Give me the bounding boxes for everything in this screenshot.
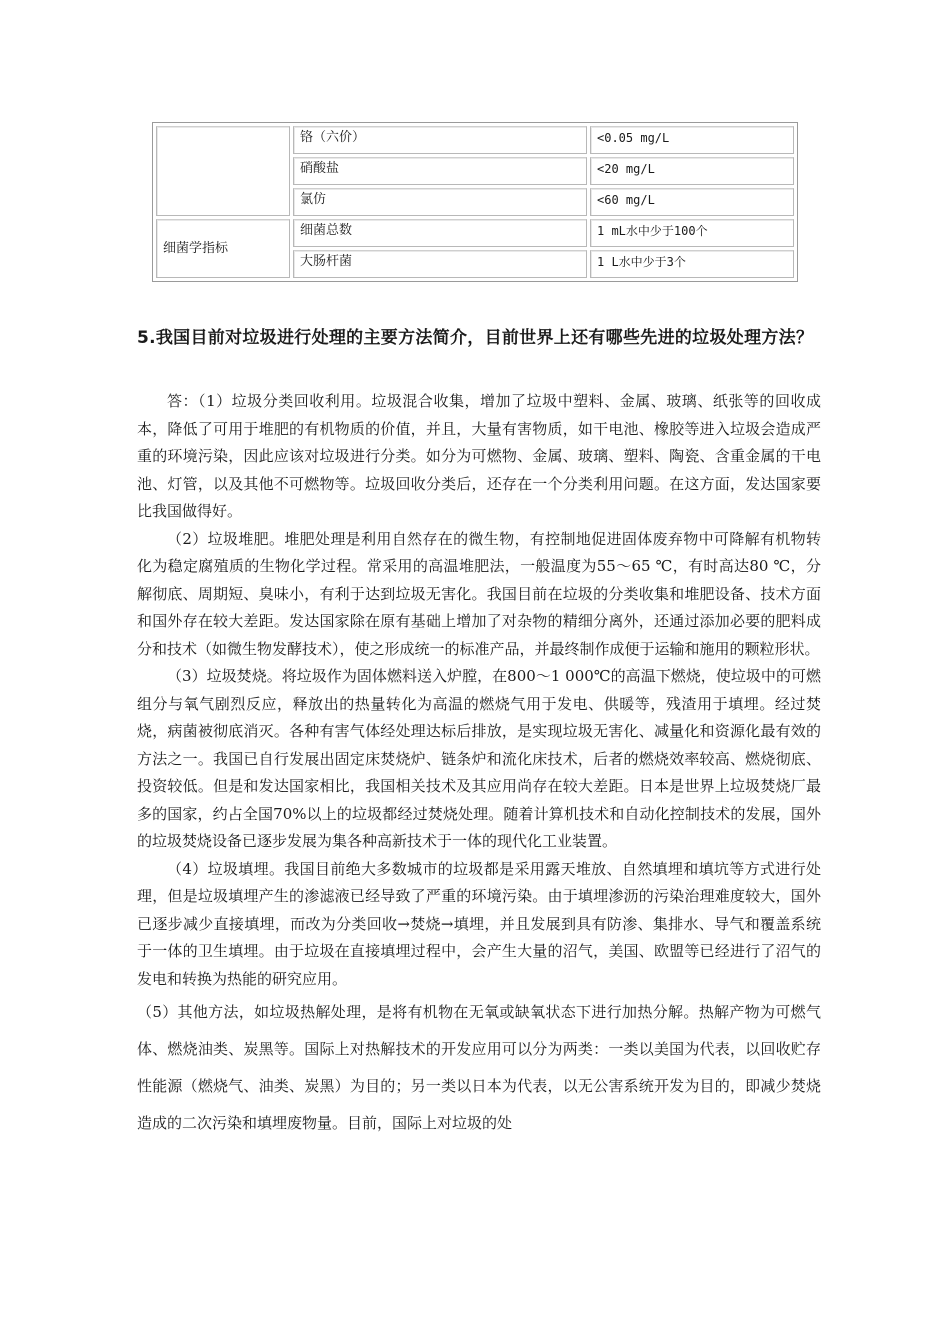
table-item-cell: 硝酸盐 — [293, 157, 587, 185]
water-quality-table — [152, 122, 798, 282]
table-row — [156, 126, 794, 154]
table-value-cell: <20 mg/L — [590, 157, 794, 185]
answer-paragraph-2: （2）垃圾堆肥。堆肥处理是利用自然存在的微生物，有控制地促进固体废弃物中可降解有机物转化为稳定腐殖质的生物化学过程。常采用的高温堆肥法，一般温度为55～65 ℃，有时高达80 ℃，分解彻底、周期短、臭味小，有利于达到垃圾无害化。我国目前在垃圾的分类收集和堆肥设备、技术方面和国外存在较大差距。发达国家除在原有基础上增加了对杂物的精细分离外，还通过添加必要的肥料成分和技术（如微生物发酵技术），使之形成统一的标准产品，并最终制作成便于运输和施用的颗粒形状。 — [137, 529, 821, 658]
table-item-cell: 大肠杆菌 — [293, 250, 587, 278]
answer-body — [137, 388, 821, 1142]
table-group-cell: 细菌学指标 — [156, 219, 290, 278]
table-value-cell: <60 mg/L — [590, 188, 794, 216]
answer-paragraph-1: 答：（1）垃圾分类回收利用。垃圾混合收集，增加了垃圾中塑料、金属、玻璃、纸张等的回收成本，降低了可用于堆肥的有机物质的价值，并且，大量有害物质，如干电池、橡胶等进入垃圾会造成严重的环境污染，因此应该对垃圾进行分类。如分为可燃物、金属、玻璃、塑料、陶瓷、含重金属的干电池、灯管，以及其他不可燃物等。垃圾回收分类后，还存在一个分类利用问题。在这方面，发达国家要比我国做得好。 — [137, 392, 821, 520]
answer-paragraph-5: （5）其他方法，如垃圾热解处理，是将有机物在无氧或缺氧状态下进行加热分解。热解产物为可燃气体、燃烧油类、炭黑等。国际上对热解技术的开发应用可以分为两类：一类以美国为代表，以回收贮存性能源（燃烧气、油类、炭黑）为目的；另一类以日本为代表，以无公害系统开发为目的，即减少焚烧造成的二次污染和填埋废物量。目前，国际上对垃圾的处 — [137, 1003, 821, 1132]
table-value-cell: 1 L水中少于3个 — [590, 250, 794, 278]
question-heading: 5.我国目前对垃圾进行处理的主要方法简介，目前世界上还有哪些先进的垃圾处理方法？ — [137, 328, 814, 348]
table-value-cell: <0.05 mg/L — [590, 126, 794, 154]
table-item-cell: 铬（六价） — [293, 126, 587, 154]
table-item-cell: 细菌总数 — [293, 219, 587, 247]
answer-paragraph-3: （3）垃圾焚烧。将垃圾作为固体燃料送入炉膛，在800～1 000℃的高温下燃烧，使垃圾中的可燃组分与氧气剧烈反应，释放出的热量转化为高温的燃烧气用于发电、供暖等，残渣用于填埋。经过焚烧，病菌被彻底消灭。各种有害气体经处理达标后排放，是实现垃圾无害化、减量化和资源化最有效的方法之一。我国已自行发展出固定床焚烧炉、链条炉和流化床技术，后者的燃烧效率较高、燃烧彻底、投资较低。但是和发达国家相比，我国相关技术及其应用尚存在较大差距。日本是世界上垃圾焚烧厂最多的国家，约占全国70%以上的垃圾都经过焚烧处理。随着计算机技术和自动化控制技术的发展，国外的垃圾焚烧设备已逐步发展为集各种高新技术于一体的现代化工业装置。 — [137, 667, 821, 850]
answer-paragraph-4: （4）垃圾填埋。我国目前绝大多数城市的垃圾都是采用露天堆放、自然填埋和填坑等方式进行处理，但是垃圾填埋产生的渗滤液已经导致了严重的环境污染。由于填埋渗沥的污染治理难度较大，国外已逐步减少直接填埋，而改为分类回收→焚烧→填埋，并且发展到具有防渗、集排水、导气和覆盖系统于一体的卫生填埋。由于垃圾在直接填埋过程中，会产生大量的沼气，美国、欧盟等已经进行了沼气的发电和转换为热能的研究应用。 — [137, 859, 821, 988]
table-group-cell — [156, 126, 290, 216]
table-item-cell: 氯仿 — [293, 188, 587, 216]
table-value-cell: 1 mL水中少于100个 — [590, 219, 794, 247]
table-row — [156, 219, 794, 247]
